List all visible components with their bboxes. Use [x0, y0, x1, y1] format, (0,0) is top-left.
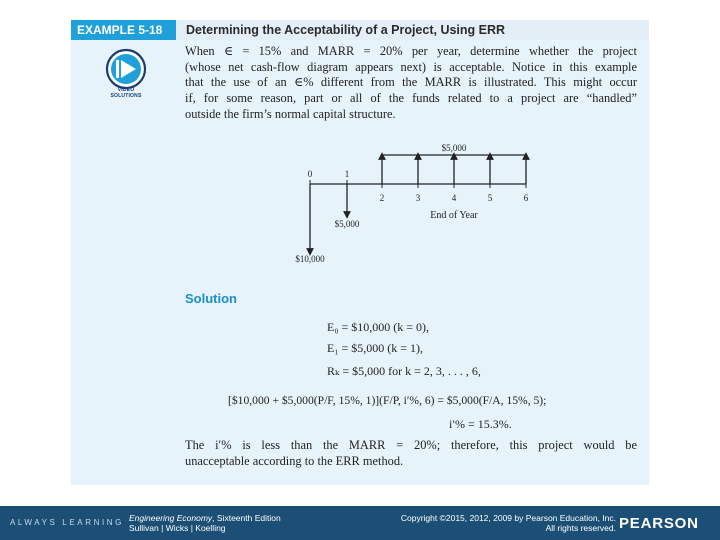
year-label: 3	[415, 193, 421, 203]
footer-brand: ALWAYS LEARNING	[10, 518, 124, 527]
axis-label: End of Year	[430, 210, 478, 221]
equation-rk: Rₖ = $5,000 for k = 2, 3, . . . , 6,	[327, 364, 481, 378]
equation-result: i′% = 15.3%.	[449, 417, 512, 431]
example-number-label: EXAMPLE 5-18	[71, 20, 176, 40]
footer-book-info	[129, 513, 281, 533]
cash-flow-diagram	[71, 20, 649, 485]
year1-cashflow-label: $5,000	[334, 219, 360, 229]
example-panel	[71, 20, 649, 485]
problem-line: When ∈ = 15% and MARR = 20% per year, determine whether the project	[185, 44, 637, 58]
video-label-line2: SOLUTIONS	[110, 93, 142, 99]
equation-main: [$10,000 + $5,000(P/F, 15%, 1)](F/P, i′%, 6) = $5,000(F/A, 15%, 5);	[228, 394, 547, 407]
footer-bar	[0, 506, 720, 540]
year-label: 2	[379, 193, 385, 203]
copyright-text: Copyright ©2015, 2012, 2009 by Pearson Education, Inc.	[400, 513, 616, 523]
book-title: Engineering Economy	[129, 513, 213, 523]
problem-line: outside the firm’s normal capital structure.	[185, 106, 396, 121]
problem-line: (whose net cash-flow diagram appears next) is acceptable. Notice in this example	[185, 59, 637, 74]
book-edition: , Sixteenth Edition	[212, 513, 281, 523]
conclusion-line: The i′% is less than the MARR = 20%; therefore, this project would be	[185, 438, 637, 452]
equation-e1: E₁ = $5,000 (k = 1),	[327, 341, 424, 355]
video-label-line1: VIDEO	[117, 87, 135, 93]
year-label: 0	[307, 169, 313, 179]
year0-cashflow-label: $10,000	[295, 254, 325, 264]
year-label: 1	[344, 169, 350, 179]
pearson-logo: PEARSON	[619, 515, 699, 532]
book-authors: Sullivan | Wicks | Koelling	[129, 523, 226, 533]
rights-text: All rights reserved.	[545, 523, 616, 533]
top-cashflow-label: $5,000	[441, 143, 467, 153]
year-label: 4	[451, 193, 457, 203]
year-label: 6	[523, 193, 529, 203]
example-title: Determining the Acceptability of a Project, Using ERR	[186, 23, 506, 37]
solution-heading: Solution	[185, 291, 237, 306]
conclusion-text	[185, 438, 637, 469]
footer-copyright	[401, 513, 616, 533]
conclusion-line: unacceptable according to the ERR method.	[185, 453, 404, 468]
year-label: 5	[487, 193, 493, 203]
problem-line: if, for some reason, part or all of the funds related to a project are “handled”	[185, 91, 637, 106]
problem-line: that the use of an ∈% different from the MARR is illustrated. This might occur	[185, 75, 637, 90]
equation-e0: E₀ = $10,000 (k = 0),	[327, 320, 430, 334]
